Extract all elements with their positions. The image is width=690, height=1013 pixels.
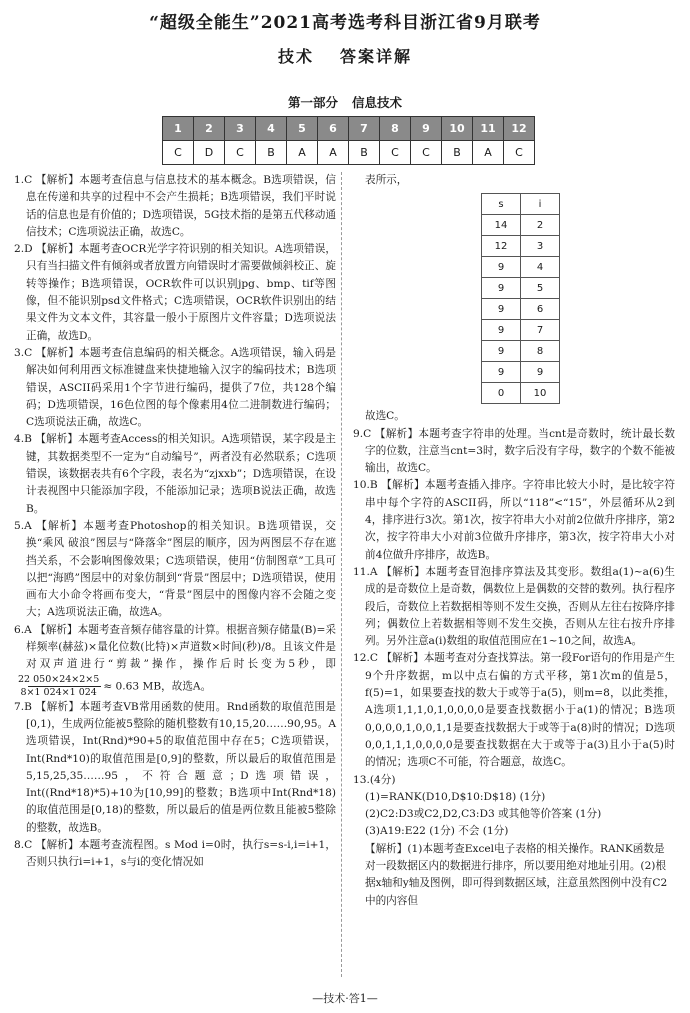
subtitle-subject: 技术 (277, 47, 314, 66)
answer-letter: C (163, 141, 194, 165)
trace-row (482, 236, 560, 257)
question-number: 3 (225, 117, 256, 141)
question-number: 4 (256, 117, 287, 141)
answer-letter: C (504, 141, 535, 165)
q13-answer-1: (1)=RANK(D10,D$10:D$18) (1分) (365, 790, 546, 803)
cell-i: 3 (521, 236, 560, 257)
right-column (353, 172, 675, 910)
q8-continued: 表所示， (365, 174, 408, 186)
fraction-denominator: 8×1 024×1 024 (20, 686, 97, 698)
answer-letter: C (225, 141, 256, 165)
cell-i: 9 (521, 362, 560, 383)
q6-fraction (18, 673, 101, 699)
cell-s: 0 (482, 383, 521, 404)
trace-row (482, 362, 560, 383)
header-s: s (482, 194, 521, 215)
trace-row (482, 278, 560, 299)
cell-i: 6 (521, 299, 560, 320)
explanation-q3: 3.C 【解析】本题考查信息编码的相关概念。A选项错误，输入码是解决如何利用西文标准键盘来快捷地输入汉字的编码技术；B选项错误，ASCII码采用1个字节进行编码，提供了7位，共128个编码；D选项错误，16色位图的每个像素用4位二进制数进行编码；C选项说法正确，故选C。 (14, 346, 336, 429)
document-title: “超级全能生”2021高考选考科目浙江省9月联考 (149, 13, 541, 33)
page-footer: —技术·答1— (312, 992, 378, 1005)
answer-letter: B (349, 141, 380, 165)
question-number: 11 (473, 117, 504, 141)
question-number: 7 (349, 117, 380, 141)
cell-i: 10 (521, 383, 560, 404)
cell-s: 9 (482, 299, 521, 320)
column-divider (341, 172, 342, 977)
explanation-q12: 12.C 【解析】本题考查对分查找算法。第一段For语句的作用是产生9个升序数据，m以中点右偏的方式平移，第1次m的值是5，f(5)=1，如果要查找的数大于或等于a(5)，则m=8，以此类推，A选项1,1,1,0,1,0,0,0,0是要查找数据小于a(1)的情况；B选项0,0,0,0,1,0,0,1,1是要查找数据大于或等于a(8)时的情况；D选项0,0,1,1,1,0,0,0,0是要查找数据在大于或等于a(3)且小于a(5)时的情况；选项C不可能，符合题意，故选C。 (353, 652, 675, 769)
q13-answer-3: (3)A19:E22 (1分) 不会 (1分) (365, 825, 509, 838)
explanation-q5: 5.A 【解析】本题考查Photoshop的相关知识。B选项错误，交换“乘风 破浪”图层与“降落伞”图层的顺序，因为两图层不存在遮挡关系，不会影响图像效果；C选项错误，使用“仿制图章”工具可以把“海鸥”图层中的对象仿制到“背景”图层中；D选项错误，使用画布大小命令将画布变大，“背景”图层中的图像内容不会随之变大；A选项说法正确，故选A。 (14, 519, 336, 619)
trace-row (482, 320, 560, 341)
question-number: 12 (504, 117, 535, 141)
trace-row (482, 383, 560, 404)
explanation-q11: 11.A 【解析】本题考查冒泡排序算法及其变形。数组a(1)~a(6)生成的是奇数位上是奇数，偶数位上是偶数的交替的数列。执行程序段后，奇数位上若数据相等则不发生交换，否则从左往右按降序排列；偶数位上若数据相等则不发生交换，否则从左往右按升序排列。另外注意a(i)数组的取值范围应在1~10之间，故选A。 (353, 565, 675, 648)
trace-row (482, 341, 560, 362)
answer-letter: B (256, 141, 287, 165)
header-i: i (521, 194, 560, 215)
explanation-q6 (14, 622, 336, 699)
answer-letter: A (287, 141, 318, 165)
explanation-q8: 8.C 【解析】本题考查流程图。s Mod i=0时，执行s=s-i,i=i+1，否则只执行i=i+1，s与i的变化情况如 (14, 838, 336, 869)
cell-s: 9 (482, 341, 521, 362)
answer-letter: C (380, 141, 411, 165)
answer-letters-row (163, 141, 535, 165)
q13-answer-2: (2)C2:D3或C2,D2,C3:D3 或其他等价答案 (1分) (365, 808, 602, 821)
explanation-q10: 10.B 【解析】本题考查插入排序。字符串比较大小时，是比较字符串中每个字符的ASCII码，所以“118”<“15”，外层循环从2到4，排序进行3次。第1次，按字符串大小对前2位做升序排序，第2次，按字符串大小对前3位做升序排序，第3次，按字符串大小对前4位做升序排序，故选B。 (353, 479, 675, 561)
question-number: 6 (318, 117, 349, 141)
cell-s: 9 (482, 362, 521, 383)
answer-numbers-row (163, 117, 535, 141)
trace-row (482, 215, 560, 236)
q6-result: ≈ 0.63 MB，故选A。 (103, 680, 212, 693)
question-number: 8 (380, 117, 411, 141)
cell-i: 7 (521, 320, 560, 341)
cell-s: 12 (482, 236, 521, 257)
answer-letter: C (411, 141, 442, 165)
cell-s: 9 (482, 278, 521, 299)
q13-explanation: 【解析】(1)本题考查Excel电子表格的相关操作。RANK函数是对一段数据区内的数据进行排序，所以要用绝对地址引用。(2)根据x轴和y轴及图例，即可得到数据区域，注意虽然图例中没有C2中的内容但 (365, 842, 668, 907)
explanation-q4: 4.B 【解析】本题考查Access的相关知识。A选项错误，某字段是主键，其数据类型不一定为“自动编号”，两者没有必然联系；C选项错误，该数据表共有6个字段，表名为“zjxxb”；D选项错误，在设计表视图中只能添加字段，不能添加记录；选项B说法正确，故选B。 (14, 433, 336, 515)
question-number: 1 (163, 117, 194, 141)
question-number: 9 (411, 117, 442, 141)
q8-conclusion: 故选C。 (365, 410, 405, 423)
trace-row (482, 299, 560, 320)
cell-i: 4 (521, 257, 560, 278)
q6-text: 6.A 【解析】本题考查音频存储容量的计算。根据音频存储量(B)=采样频率(赫兹)×量化位数(比特)×声道数×时间(秒)/8。且该文件是对双声道进行“剪裁”操作，操作后时长变为5秒，即 (14, 623, 336, 671)
explanation-q7: 7.B 【解析】本题考查VB常用函数的使用。Rnd函数的取值范围是[0,1)，生成两位能被5整除的随机整数有10,15,20……90,95。A选项错误，Int(Rnd)*90+5的取值范围中存在5；C选项错误，Int(Rnd*10)的取值范围是[0,9]的整数，所以最后的取值范围是5,15,25,35……95，不符合题意；D选项错误，Int((Rnd*18)*5)+10为[10,99]的整数；B选项中Int(Rnd*18)的取值范围是[0,18)的整数，所以最后的值是两位数且能被5整除的整数，故选B。 (14, 700, 336, 834)
cell-s: 9 (482, 320, 521, 341)
answer-letter: B (442, 141, 473, 165)
explanation-q2: 2.D 【解析】本题考查OCR光学字符识别的相关知识。A选项错误，只有当扫描文件有倾斜或者放置方向错误时才需要做倾斜校正、旋转等操作；B选项错误，OCR软件可以识别jpg、bmp、tif等图像，但不能识别psd文件格式；C选项错误，OCR软件识别出的结果文件为文本文件，其容量一般小于原图片文件容量；D选项说法正确，故选D。 (14, 243, 336, 342)
trace-row (482, 257, 560, 278)
answer-letter: D (194, 141, 225, 165)
section-title (0, 93, 690, 111)
trace-header-row (482, 194, 560, 215)
cell-i: 5 (521, 278, 560, 299)
answer-key-table (162, 116, 535, 165)
q13-heading: 13.(4分) (353, 773, 396, 786)
question-number: 2 (194, 117, 225, 141)
question-number: 5 (287, 117, 318, 141)
cell-i: 8 (521, 341, 560, 362)
fraction-numerator: 22 050×24×2×5 (18, 673, 100, 685)
explanation-q1: 1.C 【解析】本题考查信息与信息技术的基本概念。B选项错误，信息在传递和共享的过程中不会产生损耗；B选项错误，我们平时说话的信息也是有价值的；D选项错误，5G技术指的是第五代移动通信技术；C选项说法正确，故选C。 (14, 174, 336, 238)
cell-s: 14 (482, 215, 521, 236)
question-number: 10 (442, 117, 473, 141)
cell-s: 9 (482, 257, 521, 278)
s-i-trace-table (481, 193, 560, 404)
section-subject: 信息技术 (352, 95, 403, 110)
answer-letter: A (318, 141, 349, 165)
cell-i: 2 (521, 215, 560, 236)
section-part: 第一部分 (287, 95, 338, 110)
answer-letter: A (473, 141, 504, 165)
explanation-q9: 9.C 【解析】本题考查字符串的处理。当cnt是奇数时，统计最长数字的位数，注意当cnt=3时，数字后没有字母，数字的个数不能被输出，故选C。 (353, 427, 675, 475)
subtitle-answers: 答案详解 (340, 47, 413, 66)
document-subtitle (0, 44, 690, 67)
left-column (14, 172, 336, 872)
